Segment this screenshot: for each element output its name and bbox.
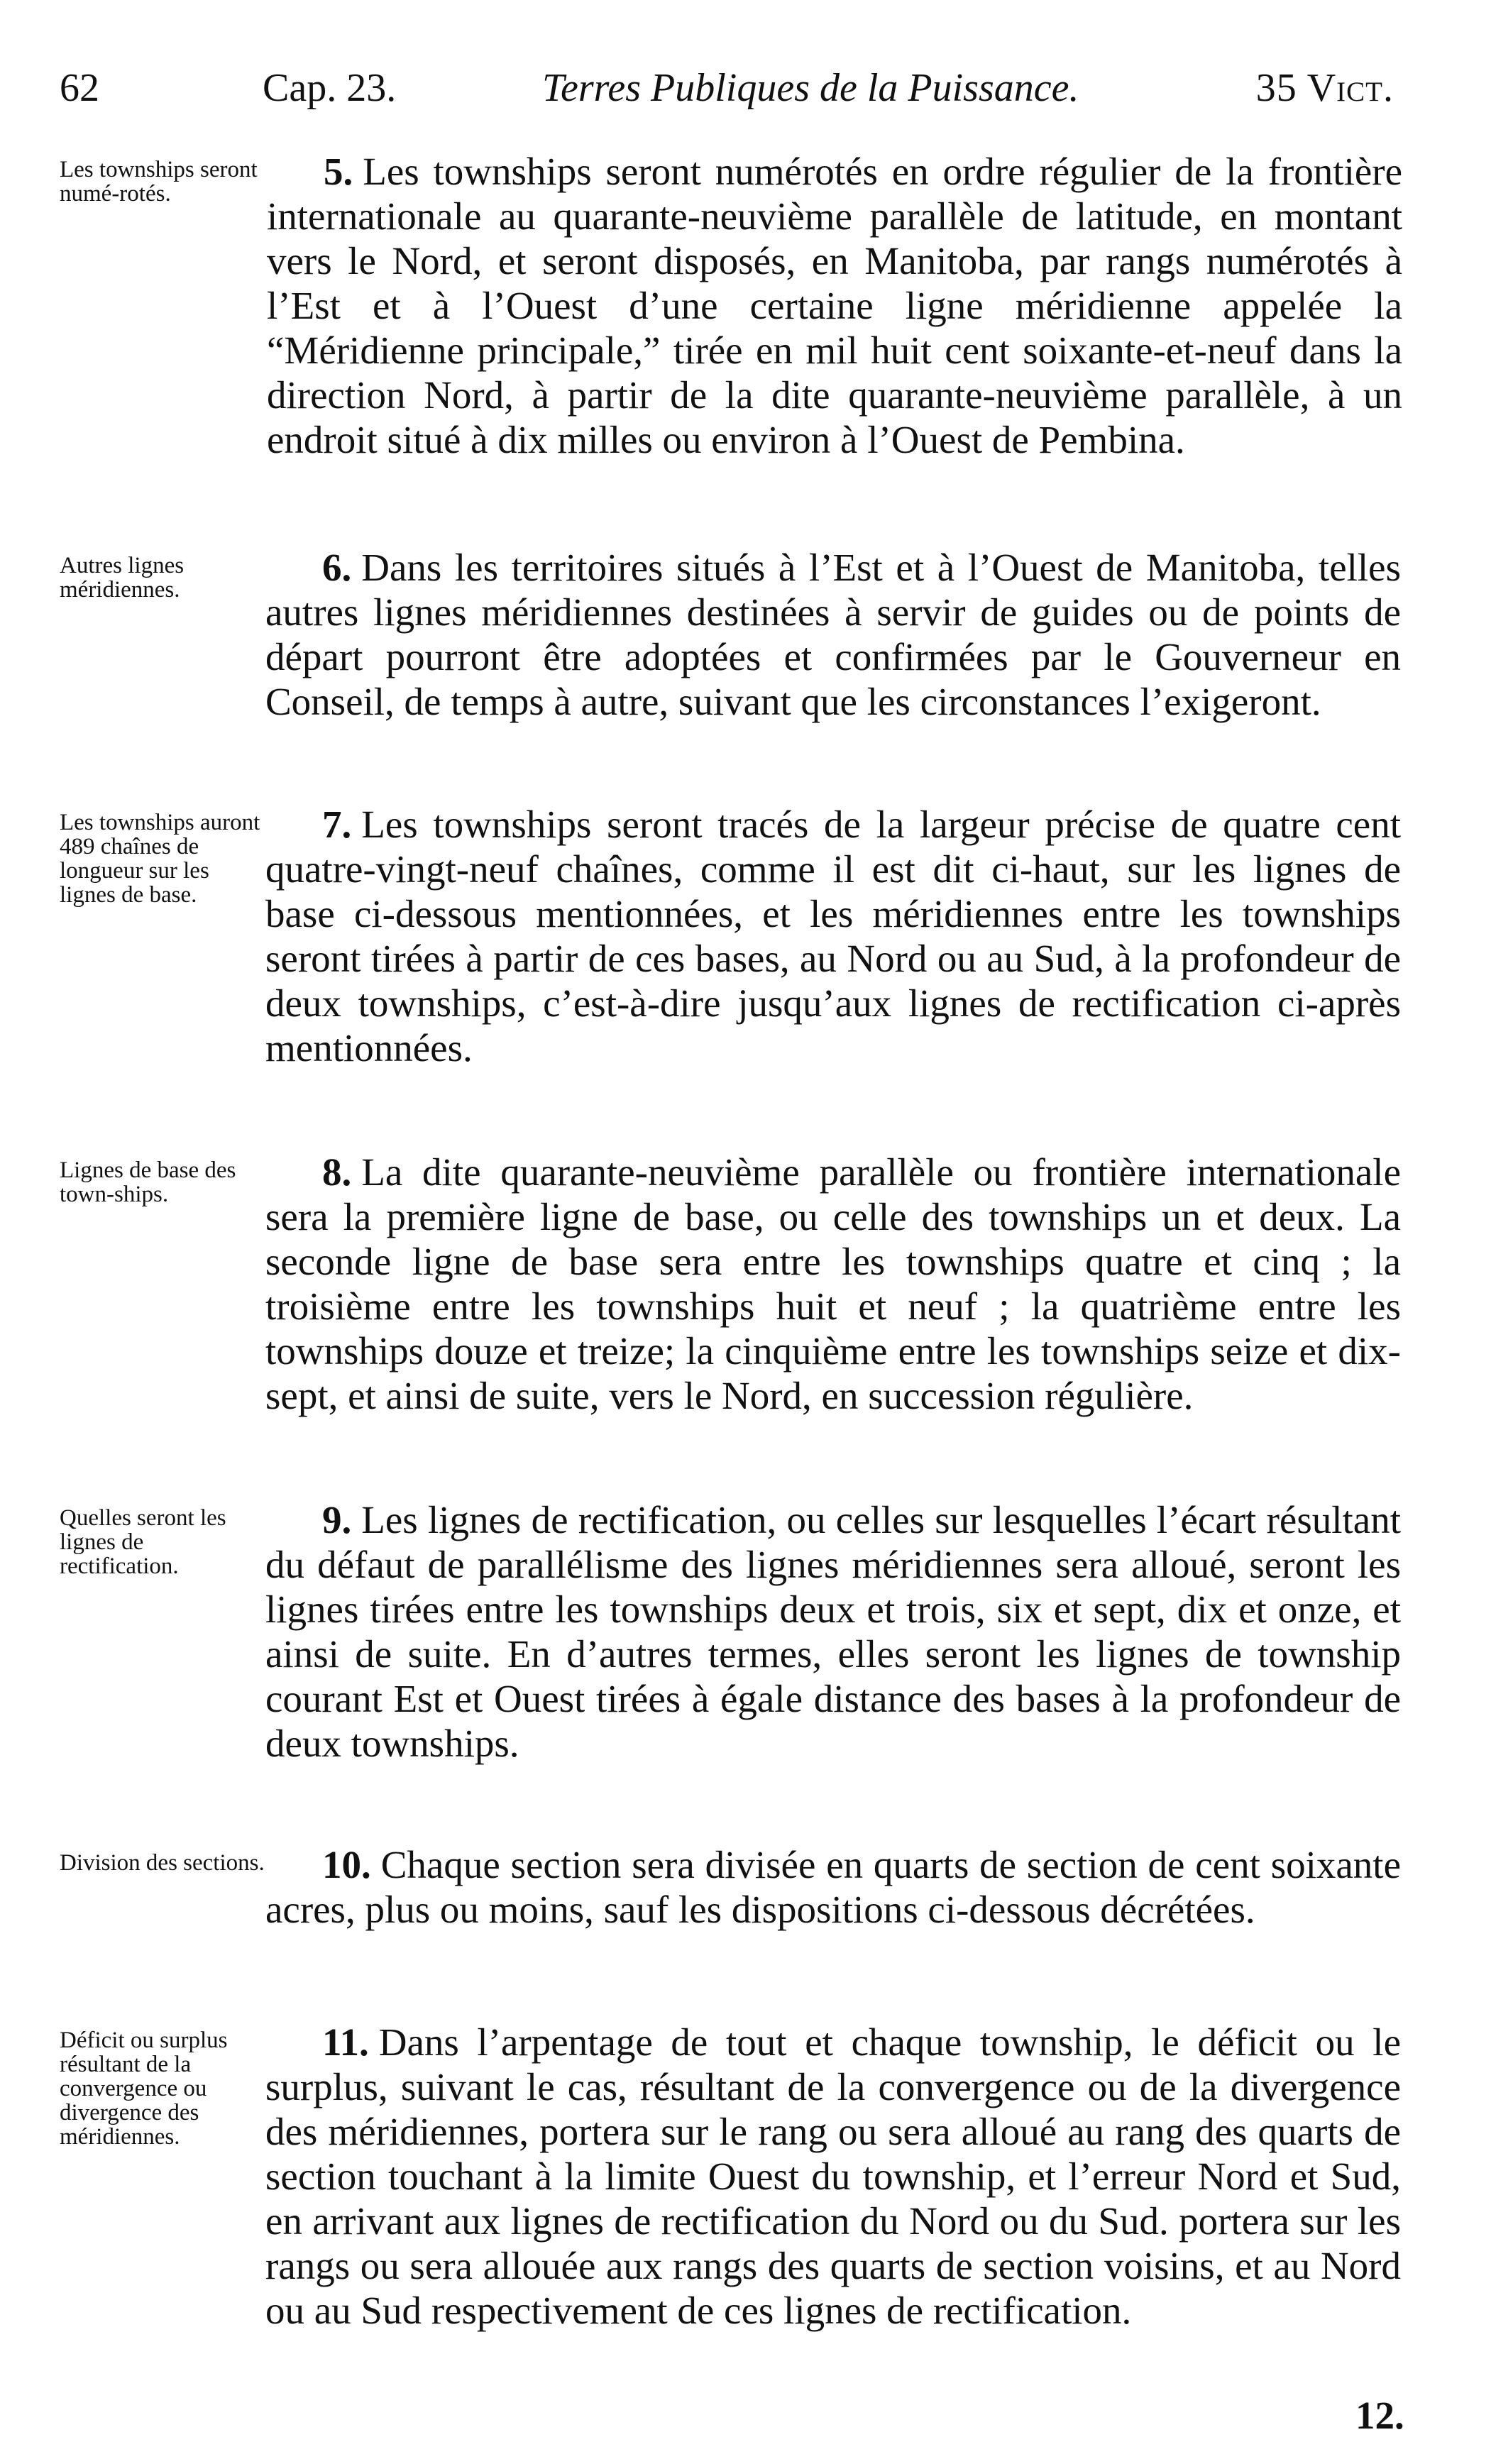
section-number: 9. xyxy=(322,1498,352,1541)
margin-note: Autres lignes méridiennes. xyxy=(60,553,185,603)
section-body: Les lignes de rectification, ou celles sur lesquelles l’écart résultant du défaut de parallélisme des lignes méridiennes sera alloué, seront les lignes tirées entre les townships deux et trois, six et sept, dix et onze, et ainsi de suite. En d’autres termes, elles seront les lignes de township courant Est et Ouest tirées à égale distance des bases à la profondeur de deux townships. xyxy=(265,1498,1401,1765)
section-text xyxy=(265,545,1401,724)
section-text xyxy=(265,2020,1401,2333)
section-text xyxy=(265,1842,1401,1932)
section-text xyxy=(267,149,1402,462)
margin-note: Lignes de base des town-ships. xyxy=(60,1157,236,1207)
section-number: 11. xyxy=(322,2020,369,2064)
section-text xyxy=(265,1497,1401,1766)
section-text xyxy=(265,802,1401,1070)
section-number: 6. xyxy=(322,546,352,589)
margin-note: Division des sections. xyxy=(60,1850,265,1876)
margin-note: Les townships seront numé-rotés. xyxy=(60,157,258,207)
section-body: La dite quarante-neuvième parallèle ou frontière internationale sera la première ligne de base, ou celle des townships un et deux. La seconde ligne de base sera entre les townships quatre et cinq ; la troisième entre les townships huit et neuf ; la quatrième entre les townships douze et treize; la cinquième entre les townships seize et dix-sept, et ainsi de suite, vers le Nord, en succession régulière. xyxy=(265,1150,1401,1417)
running-header xyxy=(60,65,1401,122)
section-body: Les townships seront tracés de la largeur précise de quatre cent quatre-vingt-neuf chaînes, comme il est dit ci-haut, sur les lignes de base ci-dessous mentionnées, et les méridiennes entre les townships seront tirées à partir de ces bases, au Nord ou au Sud, à la profondeur de deux townships, c’est-à-dire jusqu’aux lignes de rectification ci-après mentionnées. xyxy=(265,803,1401,1069)
section-number: 5. xyxy=(324,150,353,193)
section-body: Dans les territoires situés à l’Est et à l’Ouest de Manitoba, telles autres lignes méridiennes destinées à servir de guides ou de points de départ pourront être adoptées et confirmées par le Gouverneur en Conseil, de temps à autre, suivant que les circonstances l’exigeront. xyxy=(265,546,1401,723)
margin-note: Les townships auront 489 chaînes de longueur sur les lignes de base. xyxy=(60,810,260,908)
chapter-reference: Cap. 23. xyxy=(263,66,397,110)
act-reference: 35 Vict. xyxy=(1255,66,1394,110)
section-number: 8. xyxy=(322,1150,352,1194)
section-body: Chaque section sera divisée en quarts de section de cent soixante acres, plus ou moins, sauf les dispositions ci-dessous décrétées. xyxy=(265,1843,1401,1931)
section-number: 7. xyxy=(322,803,352,846)
catchword: 12. xyxy=(1355,2394,1404,2437)
section-body: Dans l’arpentage de tout et chaque township, le déficit ou le surplus, suivant le cas, résultant de la convergence ou de la divergence des méridiennes, portera sur le rang ou sera alloué au rang des quarts de section touchant à la limite Ouest du township, et l’erreur Nord et Sud, en arrivant aux lignes de rectification du Nord ou du Sud. portera sur les rangs ou sera allouée aux rangs des quarts de section voisins, et au Nord ou au Sud respectivement de ces lignes de rectification. xyxy=(265,2020,1401,2332)
section-number: 10. xyxy=(322,1843,371,1886)
section-body: Les townships seront numérotés en ordre régulier de la frontière internationale au quarante-neuvième parallèle de latitude, en montant vers le Nord, et seront disposés, en Manitoba, par rangs numérotés à l’Est et à l’Ouest d’une certaine ligne méridienne appelée la “Méridienne principale,” tirée en mil huit cent soixante-et-neuf dans la direction Nord, à partir de la dite quarante-neuvième parallèle, à un endroit situé à dix milles ou environ à l’Ouest de Pembina. xyxy=(267,150,1402,461)
page-number: 62 xyxy=(60,66,99,110)
section-text xyxy=(265,1150,1401,1418)
running-title: Terres Publiques de la Puissance. xyxy=(542,66,1079,110)
margin-note: Déficit ou surplus résultant de la convergence ou divergence des méridiennes. xyxy=(60,2028,228,2150)
margin-note: Quelles seront les lignes de rectification. xyxy=(60,1505,226,1579)
